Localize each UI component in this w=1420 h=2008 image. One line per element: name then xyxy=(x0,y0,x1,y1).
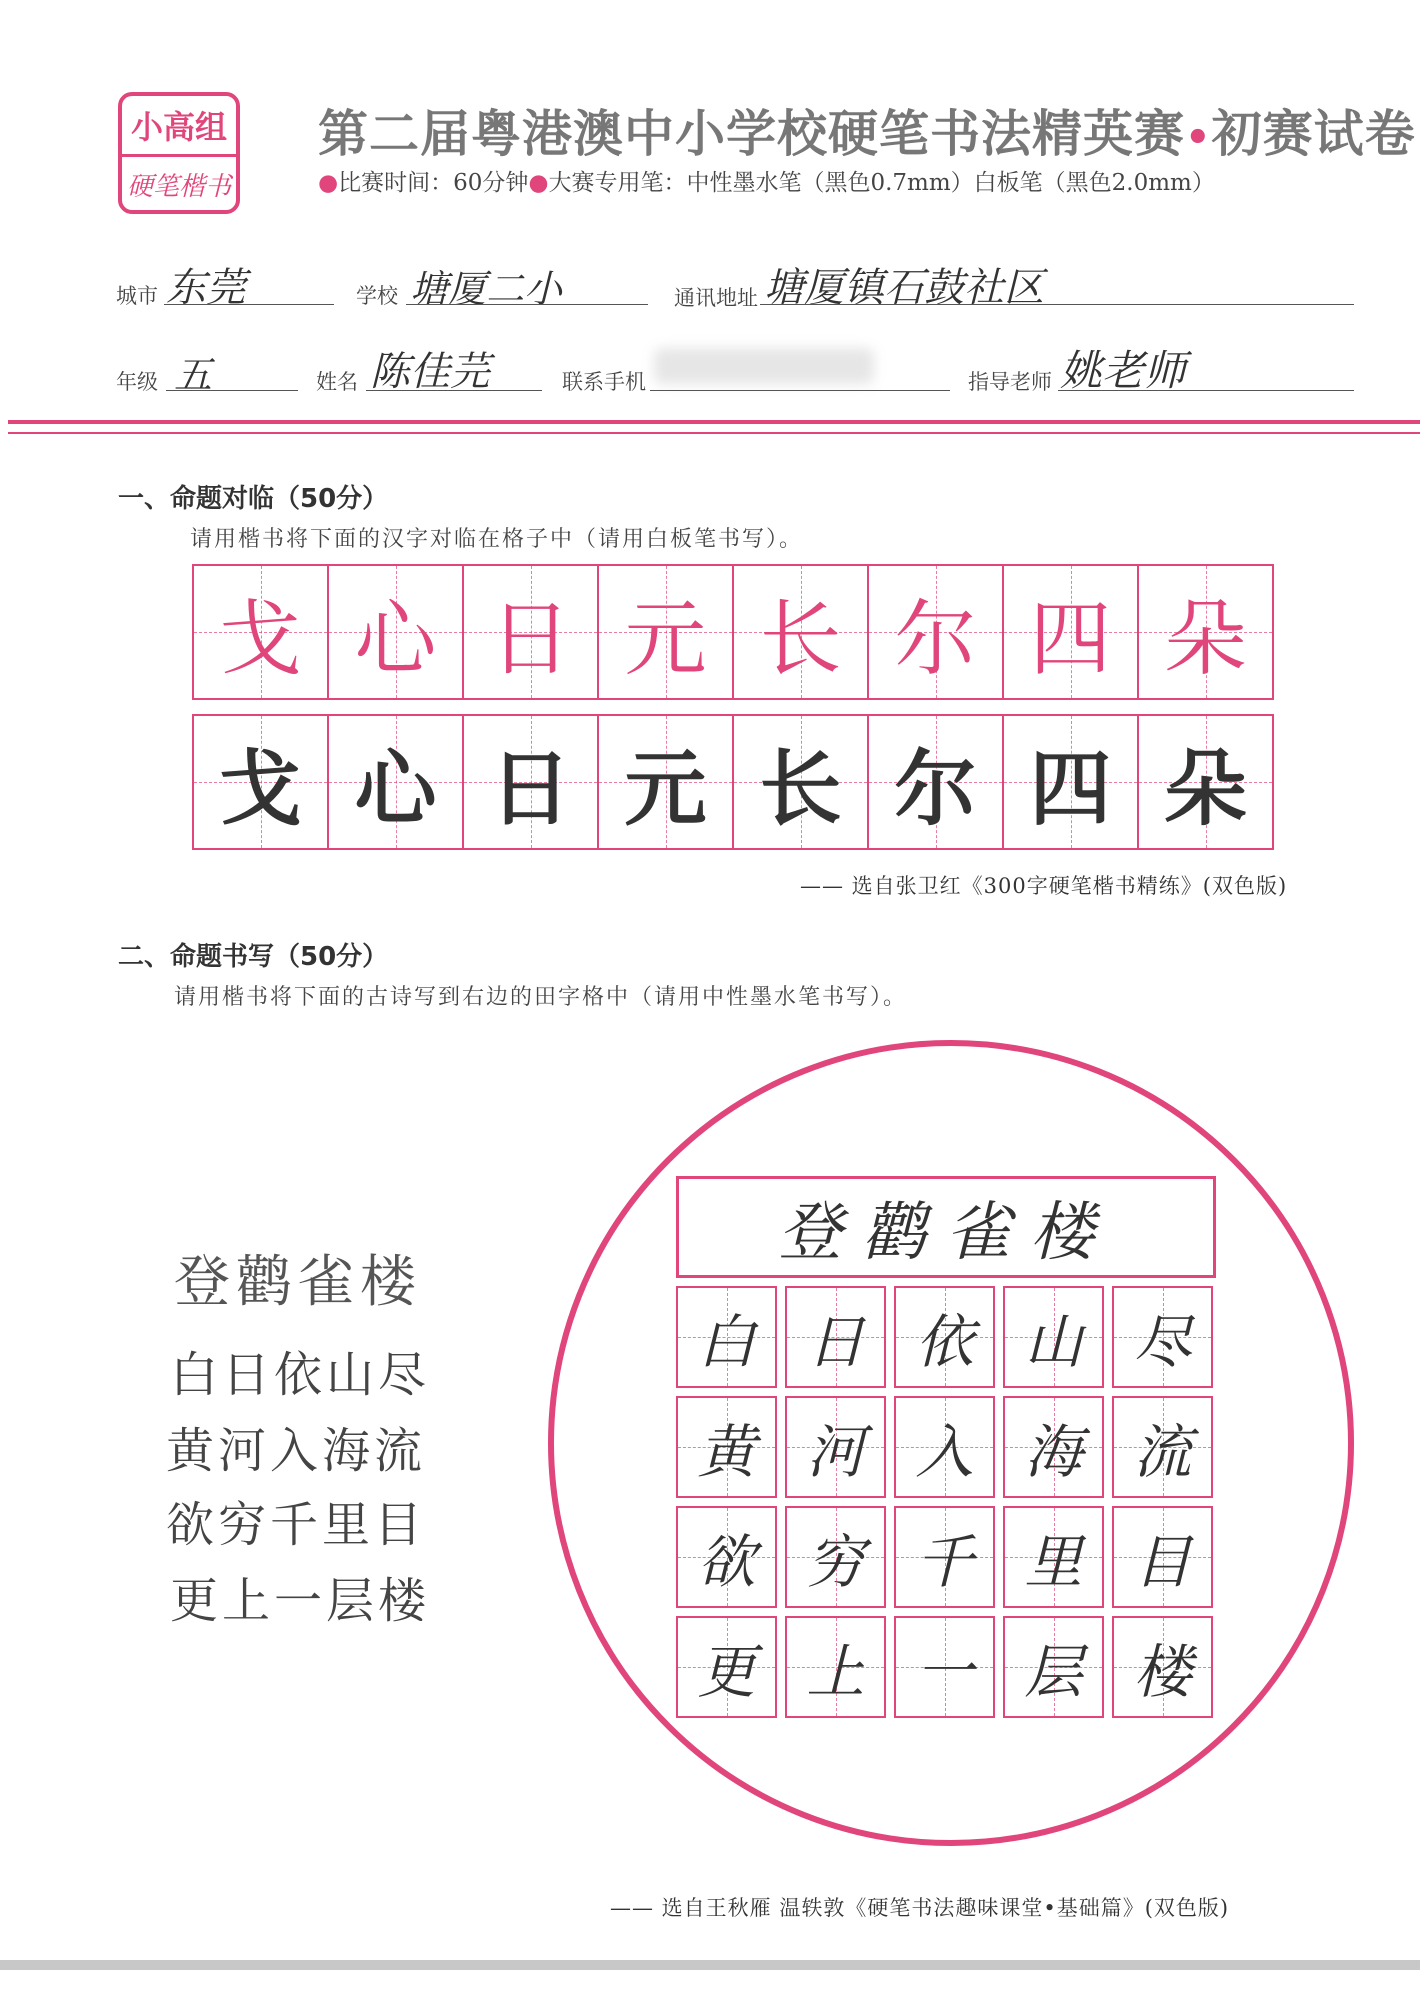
phone-redacted xyxy=(654,348,874,384)
page-subtitle xyxy=(318,164,1215,197)
written-title: 登鹳雀楼 xyxy=(778,1196,1114,1270)
teacher-value[interactable]: 姚老师 xyxy=(1060,346,1187,395)
grid-cell[interactable]: 一 xyxy=(894,1616,995,1718)
model-cell: 日 xyxy=(464,566,599,698)
grid-cell[interactable]: 河 xyxy=(785,1396,886,1498)
writing-cell[interactable]: 日 xyxy=(464,716,599,848)
address-value[interactable]: 塘厦镇石鼓社区 xyxy=(764,265,1044,311)
city-label: 城市 xyxy=(116,284,158,308)
writing-cell[interactable]: 戈 xyxy=(194,716,329,848)
grid-cell[interactable]: 里 xyxy=(1003,1506,1104,1608)
tianzige-grid[interactable] xyxy=(676,1286,1216,1726)
school-line xyxy=(406,304,648,305)
bullet-icon: ● xyxy=(528,170,549,196)
grid-cell[interactable]: 山 xyxy=(1003,1286,1104,1388)
teacher-line xyxy=(1058,390,1354,391)
group-badge xyxy=(118,92,240,214)
name-value[interactable]: 陈佳芫 xyxy=(370,349,490,395)
pen-requirement: 大赛专用笔：中性墨水笔（黑色0.7mm）白板笔（黑色2.0mm） xyxy=(548,170,1215,196)
city-line xyxy=(164,304,334,305)
written-title-box[interactable] xyxy=(676,1176,1216,1278)
grid-cell[interactable]: 楼 xyxy=(1112,1616,1213,1718)
address-label: 通讯地址 xyxy=(674,286,758,310)
city-value[interactable]: 东莞 xyxy=(166,265,246,311)
grid-row xyxy=(676,1286,1216,1388)
section1-source: —— 选自张卫红《300字硬笔楷书精练》(双色版) xyxy=(800,874,1288,898)
section2-source: —— 选自王秋雁 温轶敦《硬笔书法趣味课堂•基础篇》(双色版) xyxy=(610,1896,1230,1920)
title-dot: • xyxy=(1185,115,1212,161)
phone-line xyxy=(650,390,950,391)
exam-time: 比赛时间：60分钟 xyxy=(338,170,529,196)
writing-cell[interactable]: 尔 xyxy=(869,716,1004,848)
poem-title: 登鹳雀楼 xyxy=(174,1250,422,1315)
grid-cell[interactable]: 目 xyxy=(1112,1506,1213,1608)
grid-row xyxy=(676,1396,1216,1498)
written-character-row[interactable] xyxy=(192,714,1274,850)
school-value[interactable]: 塘厦二小 xyxy=(410,267,563,311)
grid-cell[interactable]: 欲 xyxy=(676,1506,777,1608)
writing-cell[interactable]: 朵 xyxy=(1139,716,1272,848)
poem-line-4: 更上一层楼 xyxy=(170,1573,431,1629)
grid-cell[interactable]: 上 xyxy=(785,1616,886,1718)
grid-cell[interactable]: 海 xyxy=(1003,1396,1104,1498)
grid-cell[interactable]: 依 xyxy=(894,1286,995,1388)
grid-cell[interactable]: 日 xyxy=(785,1286,886,1388)
page-title xyxy=(318,94,1416,166)
school-label: 学校 xyxy=(356,284,398,308)
grid-cell[interactable]: 黄 xyxy=(676,1396,777,1498)
model-cell: 心 xyxy=(329,566,464,698)
header-divider-thin xyxy=(8,432,1420,434)
poem-line-3: 欲穷千里目 xyxy=(166,1497,427,1553)
grade-label: 年级 xyxy=(116,370,158,394)
section2-title: 二、命题书写（50分） xyxy=(118,942,389,972)
title-main: 第二届粤港澳中小学校硬笔书法精英赛 xyxy=(318,105,1185,163)
model-cell: 长 xyxy=(734,566,869,698)
section1-description: 请用楷书将下面的汉字对临在格子中（请用白板笔书写）。 xyxy=(190,527,804,552)
grid-cell[interactable]: 千 xyxy=(894,1506,995,1608)
grid-cell[interactable]: 白 xyxy=(676,1286,777,1388)
model-cell: 尔 xyxy=(869,566,1004,698)
model-cell: 戈 xyxy=(194,566,329,698)
grid-row xyxy=(676,1506,1216,1608)
address-line xyxy=(760,304,1354,305)
grid-cell[interactable]: 更 xyxy=(676,1616,777,1718)
grid-cell[interactable]: 穷 xyxy=(785,1506,886,1608)
grid-cell[interactable]: 尽 xyxy=(1112,1286,1213,1388)
model-cell: 元 xyxy=(599,566,734,698)
writing-cell[interactable]: 元 xyxy=(599,716,734,848)
writing-cell[interactable]: 四 xyxy=(1004,716,1139,848)
grid-cell[interactable]: 层 xyxy=(1003,1616,1104,1718)
grid-cell[interactable]: 入 xyxy=(894,1396,995,1498)
poem-line-2: 黄河入海流 xyxy=(166,1423,427,1479)
phone-label: 联系手机 xyxy=(562,370,646,394)
name-label: 姓名 xyxy=(316,370,358,394)
bottom-edge xyxy=(0,1960,1420,1970)
title-suffix: 初赛试卷 xyxy=(1211,105,1416,163)
name-line xyxy=(366,390,542,391)
model-cell: 朵 xyxy=(1139,566,1272,698)
badge-group: 小高组 xyxy=(122,96,236,157)
badge-category: 硬笔楷书 xyxy=(126,171,231,202)
writing-cell[interactable]: 长 xyxy=(734,716,869,848)
teacher-label: 指导老师 xyxy=(968,370,1052,394)
section1-title: 一、命题对临（50分） xyxy=(118,484,389,514)
bullet-icon: ● xyxy=(318,170,339,196)
model-character-row xyxy=(192,564,1274,700)
grade-line xyxy=(166,390,298,391)
grid-row xyxy=(676,1616,1216,1718)
model-cell: 四 xyxy=(1004,566,1139,698)
writing-cell[interactable]: 心 xyxy=(329,716,464,848)
grid-cell[interactable]: 流 xyxy=(1112,1396,1213,1498)
poem-line-1: 白日依山尽 xyxy=(170,1347,431,1403)
grade-value[interactable]: 五 xyxy=(174,353,213,397)
header-divider xyxy=(8,420,1420,424)
section2-description: 请用楷书将下面的古诗写到右边的田字格中（请用中性墨水笔书写）。 xyxy=(174,985,908,1010)
